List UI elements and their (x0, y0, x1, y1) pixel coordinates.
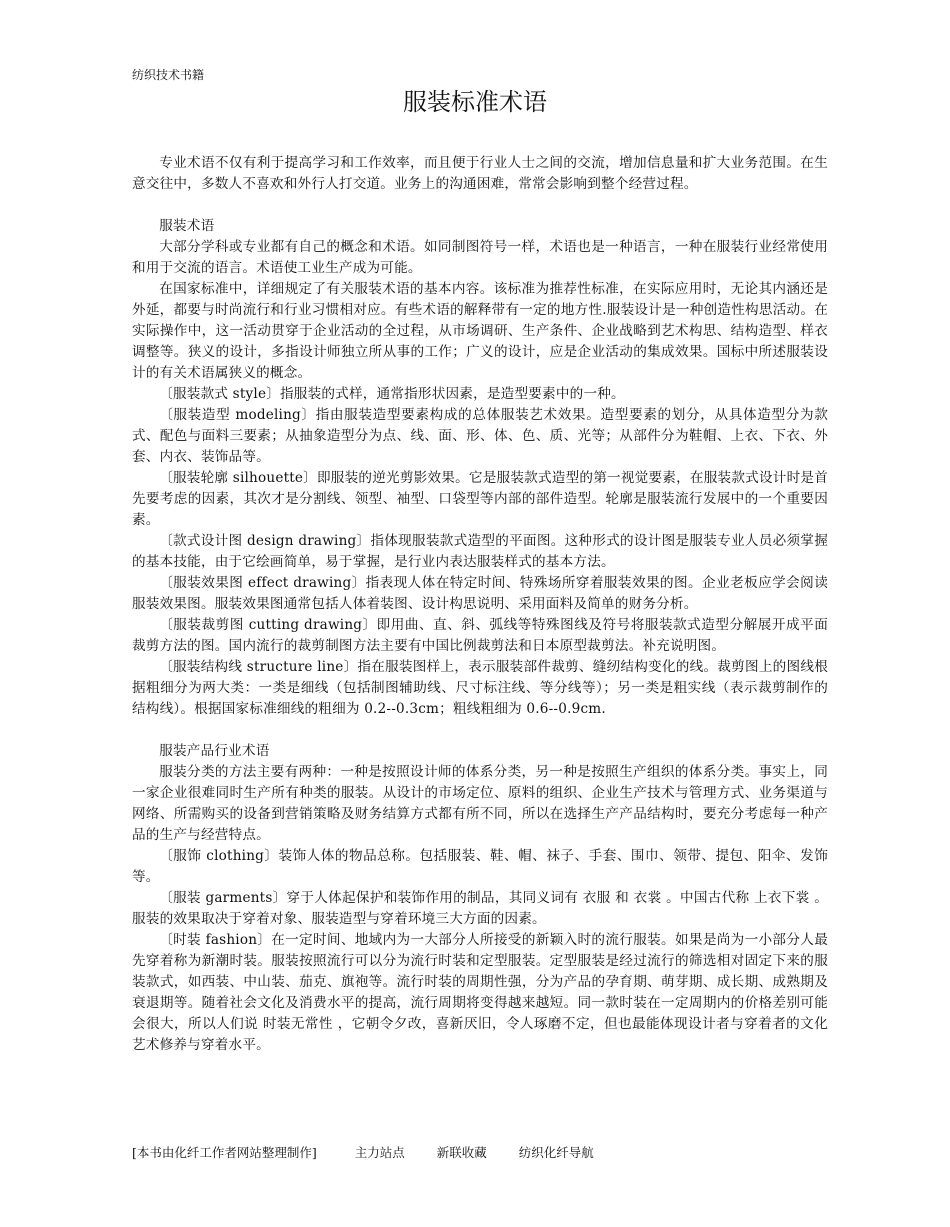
term-fashion: 〔时装 fashion〕在一定时间、地域内为一大部分人所接受的新颖入时的流行服装。如果是尚为一小部分人最先穿着称为新潮时装。服装按照流行可以分为流行时装和定型服装。定型服装是经过流行的筛选相对固定下来的服装款式，如西装、中山装、茄克、旗袍等。流行时装的周期性强，分为产品的孕育期、萌芽期、成长期、成熟期及衰退期等。随着社会文化及消费水平的提高，流行周期将变得越来越短。同一款时装在一定周期内的价格差别可能会很大，所以人们说 时装无常性 ，它朝令夕改，喜新厌旧，令人琢磨不定，但也最能体现设计者与穿着者的文化艺术修养与穿着水平。 (132, 932, 828, 1053)
term-design-drawing: 〔款式设计图 design drawing〕指体现服装款式造型的平面图。这种形式的设计图是服装专业人员必须掌握的基本技能，由于它绘画简单，易于掌握，是行业内表达服装样式的基本方法。 (132, 533, 828, 570)
footer-link-bookmark[interactable]: 新联收藏 (436, 1145, 487, 1160)
intro-paragraph: 专业术语不仅有利于提高学习和工作效率，而且便于行业人士之间的交流，增加信息量和扩大业务范围。在生意交往中，多数人不喜欢和外行人打交道。业务上的沟通困难，常常会影响到整个经营过程。 (132, 155, 828, 192)
term-clothing: 〔服饰 clothing〕装饰人体的物品总称。包括服装、鞋、帽、袜子、手套、围巾、领带、提包、阳伞、发饰等。 (132, 848, 828, 885)
section-heading-clothing-terms: 服装术语 (159, 218, 215, 234)
term-garments: 〔服装 garments〕穿于人体起保护和装饰作用的制品，其同义词有 衣服 和 衣裳 。中国古代称 上衣下裳 。服装的效果取决于穿着对象、服装造型与穿着环境三大方面的因素。 (132, 890, 828, 927)
term-style: 〔服装款式 style〕指服装的式样，通常指形状因素，是造型要素中的一种。 (159, 386, 625, 402)
section-heading-industry-terms: 服装产品行业术语 (159, 743, 270, 759)
footer-link-navigation[interactable]: 纺织化纤导航 (518, 1145, 594, 1160)
page-title: 服装标准术语 (403, 88, 547, 116)
footer-credit: [本书由化纤工作者网站整理制作] (132, 1145, 317, 1160)
term-modeling: 〔服装造型 modeling〕指由服装造型要素构成的总体服装艺术效果。造型要素的划分，从具体造型分为款式、配色与面料三要素；从抽象造型分为点、线、面、形、体、色、质、光等；从部件分为鞋帽、上衣、下衣、外套、内衣、装饰品等。 (132, 407, 828, 465)
footer-link-main-site[interactable]: 主力站点 (354, 1145, 405, 1160)
term-structure-line: 〔服装结构线 structure line〕指在服装图样上，表示服装部件裁剪、缝纫结构变化的线。裁剪图上的图线根据粗细分为两大类：一类是细线（包括制图辅助线、尺寸标注线、等分线等）；另一类是粗实线（表示裁剪制作的结构线）。根据国家标准细线的粗细为 0.2--0.3cm；粗线粗细为 0.6--0.9cm. (132, 659, 828, 717)
footer (132, 1143, 594, 1161)
document-body (132, 153, 828, 1056)
term-silhouette: 〔服装轮廓 silhouette〕即服装的逆光剪影效果。它是服装款式造型的第一视觉要素，在服装款式设计时是首先要考虑的因素，其次才是分割线、领型、袖型、口袋型等内部的部件造型。轮廓是服装流行发展中的一个重要因素。 (132, 470, 828, 528)
term-effect-drawing: 〔服装效果图 effect drawing〕指表现人体在特定时间、特殊场所穿着服装效果的图。企业老板应学会阅读服装效果图。服装效果图通常包括人体着装图、设计构思说明、采用面料及简单的财务分析。 (132, 575, 828, 612)
spacer (132, 720, 828, 741)
header-label: 纺织技术书籍 (132, 68, 205, 82)
paragraph: 在国家标准中，详细规定了有关服装术语的基本内容。该标准为推荐性标准，在实际应用时，无论其内涵还是外延，都要与时尚流行和行业习惯相对应。有些术语的解释带有一定的地方性.服装设计是一种创造性构思活动。在实际操作中，这一活动贯穿于企业活动的全过程，从市场调研、生产条件、企业战略到艺术构思、结构造型、样衣调整等。狭义的设计，多指设计师独立所从事的工作；广义的设计，应是企业活动的集成效果。国标中所述服装设计的有关术语属狭义的概念。 (132, 281, 828, 381)
spacer (132, 195, 828, 216)
term-cutting-drawing: 〔服装裁剪图 cutting drawing〕即用曲、直、斜、弧线等特殊图线及符号将服装款式造型分解展开成平面裁剪方法的图。国内流行的裁剪制图方法主要有中国比例裁剪法和日本原型裁剪法。补充说明图。 (132, 617, 828, 654)
paragraph: 大部分学科或专业都有自己的概念和术语。如同制图符号一样，术语也是一种语言，一种在服装行业经常使用和用于交流的语言。术语使工业生产成为可能。 (132, 239, 828, 276)
paragraph: 服装分类的方法主要有两种：一种是按照设计师的体系分类，另一种是按照生产组织的体系分类。事实上，同一家企业很难同时生产所有种类的服装。从设计的市场定位、原料的组织、企业生产技术与管理方式、业务渠道与网络、所需购买的设备到营销策略及财务结算方式都有所不同，所以在选择生产产品结构时，要充分考虑每一种产品的生产与经营特点。 (132, 764, 828, 843)
